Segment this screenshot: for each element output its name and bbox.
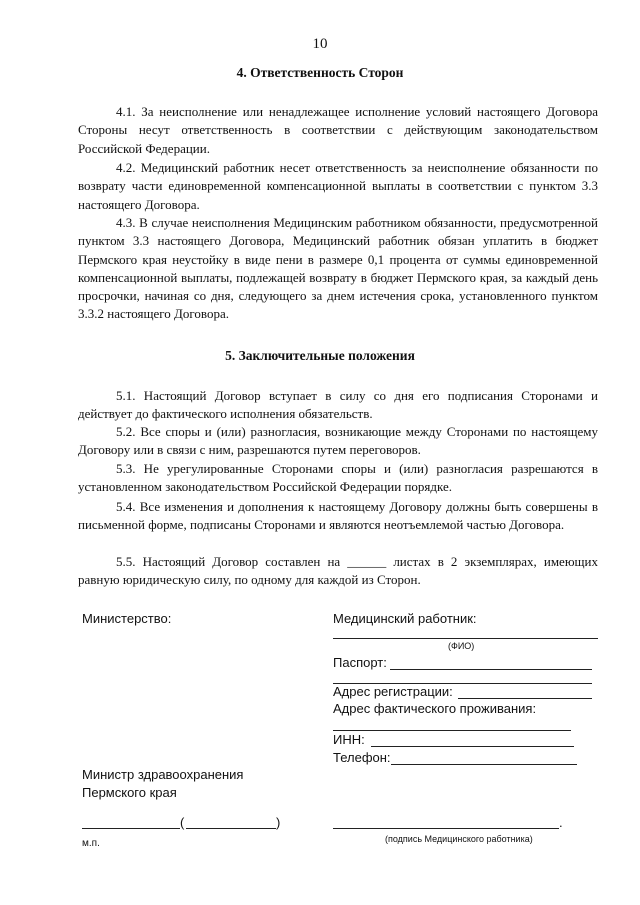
- actual-address-line: [333, 730, 571, 731]
- registration-address-line: [458, 698, 592, 699]
- clause-5-2: 5.2. Все споры и (или) разногласия, возникающие между Сторонами по настоящему Договору или в связи с ним, разрешаются путем переговоров.: [78, 424, 598, 458]
- minister-title-line1: Министр здравоохранения: [82, 767, 244, 782]
- minister-signature-line: [82, 828, 180, 829]
- section-4-heading: 4. Ответственность Сторон: [236, 65, 404, 80]
- inn-label: ИНН:: [333, 732, 365, 747]
- inn-line: [371, 746, 574, 747]
- worker-signature-caption: (подпись Медицинского работника): [385, 834, 533, 844]
- worker-signature-line: [333, 828, 559, 829]
- clause-4-1: 4.1. За неисполнение или ненадлежащее исполнение условий настоящего Договора Стороны несут ответственность в соответствии с действующим законодательством Российской Федерации.: [78, 104, 598, 156]
- passport-label: Паспорт:: [333, 655, 387, 670]
- minister-name-line: [186, 828, 276, 829]
- stamp-placeholder: м.п.: [82, 838, 100, 849]
- section-5-heading: 5. Заключительные положения: [225, 348, 415, 363]
- clause-4-3: 4.3. В случае неисполнения Медицинским работником обязанности, предусмотренной пунктом 3.3 настоящего Договора, Медицинский работник обязан уплатить в бюджет Пермского края неустойку в виде пени в размере 0,1 процента от суммы единовременной компенсационной выплаты, подлежащей возврату в бюджет Пермского края, за каждый день просрочки, начиная со дня, следующего за днем истечения срока, установленного пунктом 3.3.2 настоящего Договора.: [78, 215, 598, 322]
- medical-worker-label: Медицинский работник:: [333, 611, 477, 626]
- phone-label: Телефон:: [333, 750, 391, 765]
- clause-4-2: 4.2. Медицинский работник несет ответственность за неисполнение обязанности по возврату части единовременной компенсационной выплаты в соответствии с пунктом 3.3 настоящего Договора.: [78, 160, 598, 212]
- ministry-label: Министерство:: [82, 611, 172, 626]
- clause-5-4: 5.4. Все изменения и дополнения к настоящему Договору должны быть совершены в письменной форме, подписаны Сторонами и являются неотъемлемой частью Договора.: [78, 499, 598, 533]
- minister-title-line2: Пермского края: [82, 785, 177, 800]
- fio-caption: (ФИО): [448, 641, 475, 651]
- clause-5-1: 5.1. Настоящий Договор вступает в силу со дня его подписания Сторонами и действует до фактического исполнения обязательств.: [78, 388, 598, 422]
- phone-line: [391, 764, 577, 765]
- actual-address-label: Адрес фактического проживания:: [333, 701, 537, 716]
- clause-5-5: 5.5. Настоящий Договор составлен на ______ листах в 2 экземплярах, имеющих равную юридическую силу, по одному для каждой из Сторон.: [78, 554, 598, 588]
- page-number: 10: [312, 36, 328, 52]
- clause-5-3: 5.3. Не урегулированные Сторонами споры и (или) разногласия разрешаются в установленном законодательством Российской Федерации порядке.: [78, 461, 598, 495]
- registration-address-label: Адрес регистрации:: [333, 684, 453, 699]
- fio-line: [333, 638, 598, 639]
- passport-line: [390, 669, 592, 670]
